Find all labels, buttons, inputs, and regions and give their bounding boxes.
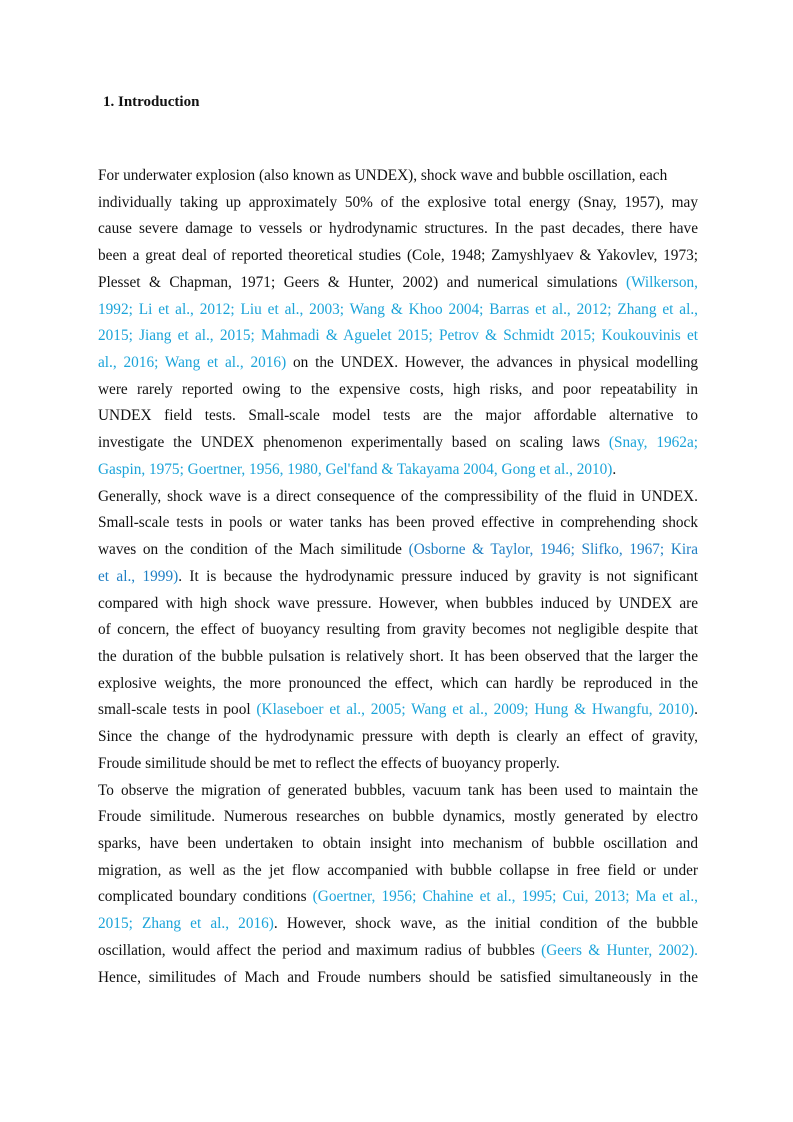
citation-link[interactable]: 2015; Zhang et al., 2016) — [98, 915, 274, 933]
text-line — [98, 297, 698, 324]
text-run: the duration of the bubble pulsation is relatively short. It has been observed that the larger the — [98, 647, 698, 665]
text-run: were rarely reported owing to the expensive costs, high risks, and poor repeatability in — [98, 380, 698, 398]
citation-link[interactable]: (Osborne & Taylor, 1946; Slifko, 1967; Kira — [408, 541, 699, 559]
text-line — [98, 751, 698, 778]
section-body — [98, 163, 698, 991]
text-line — [98, 697, 698, 724]
text-run: explosive weights, the more pronounced the effect, which can hardly be reproduced in the — [98, 674, 698, 692]
text-line — [98, 190, 698, 217]
citation-link[interactable]: (Geers & Hunter, 2002). — [541, 941, 698, 959]
text-line — [98, 403, 698, 430]
text-line — [98, 377, 698, 404]
text-line — [98, 270, 698, 297]
text-run: complicated boundary conditions — [98, 888, 313, 906]
citation-link[interactable]: 1992; Li et al., 2012; Liu et al., 2003; Wang & Khoo 2004; Barras et al., 2012; Zhang et al., — [98, 300, 698, 318]
text-run: Hence, similitudes of Mach and Froude numbers should be satisfied simultaneously in the — [98, 968, 698, 986]
citation-link[interactable]: Gaspin, 1975; Goertner, 1956, 1980, Gel'fand & Takayama 2004, Gong et al., 2010) — [98, 460, 613, 478]
text-run: . However, shock wave, as the initial condition of the bubble — [273, 915, 698, 933]
citation-link[interactable]: (Wilkerson, — [625, 273, 698, 291]
citation-link[interactable]: al., 2016; Wang et al., 2016) — [98, 354, 287, 372]
text-line — [98, 430, 698, 457]
text-line — [98, 644, 698, 671]
text-line — [98, 617, 698, 644]
text-run: To observe the migration of generated bubbles, vacuum tank has been used to maintain the — [98, 781, 698, 799]
text-line — [98, 778, 698, 805]
text-line — [98, 804, 698, 831]
citation-link[interactable]: (Snay, 1962a; — [608, 434, 698, 452]
text-line — [98, 484, 698, 511]
text-run: been a great deal of reported theoretical studies (Cole, 1948; Zamyshlyaev & Yakovlev, 1973; — [98, 247, 698, 265]
text-run: . It is because the hydrodynamic pressure induced by gravity is not significant — [178, 567, 698, 585]
text-line — [98, 671, 698, 698]
text-run: Since the change of the hydrodynamic pressure with depth is clearly an effect of gravity, — [98, 728, 698, 746]
text-run: Plesset & Chapman, 1971; Geers & Hunter, 2002) and numerical simulations — [98, 273, 626, 291]
text-run: Froude similitude. Numerous researches on bubble dynamics, mostly generated by electro — [98, 808, 698, 826]
text-run: migration, as well as the jet flow accompanied with bubble collapse in free field or under — [98, 861, 698, 879]
text-run: of concern, the effect of buoyancy resulting from gravity becomes not negligible despite that — [98, 621, 698, 639]
text-line — [98, 510, 698, 537]
text-line — [98, 564, 698, 591]
text-line — [98, 323, 698, 350]
text-run: . — [694, 701, 698, 719]
text-run: sparks, have been undertaken to obtain insight into mechanism of bubble oscillation and — [98, 834, 698, 852]
text-run: investigate the UNDEX phenomenon experimentally based on scaling laws — [98, 434, 609, 452]
text-line — [98, 163, 698, 190]
text-line — [98, 591, 698, 618]
text-line — [98, 243, 698, 270]
text-line — [98, 858, 698, 885]
text-line — [98, 965, 698, 992]
text-line — [98, 831, 698, 858]
citation-link[interactable]: 2015; Jiang et al., 2015; Mahmadi & Aguelet 2015; Petrov & Schmidt 2015; Koukouvinis et — [98, 327, 698, 345]
text-line — [98, 938, 698, 965]
text-run: UNDEX field tests. Small-scale model tests are the major affordable alternative to — [98, 407, 698, 425]
text-run: . — [612, 460, 617, 478]
citation-link[interactable]: (Goertner, 1956; Chahine et al., 1995; Cui, 2013; Ma et al., — [312, 888, 698, 906]
text-line — [98, 537, 698, 564]
text-run: Generally, shock wave is a direct consequence of the compressibility of the fluid in UNDEX. — [98, 487, 698, 505]
section-heading: 1. Introduction — [103, 94, 200, 110]
text-line — [98, 216, 698, 243]
text-line — [98, 884, 698, 911]
citation-link[interactable]: (Klaseboer et al., 2005; Wang et al., 2009; Hung & Hwangfu, 2010) — [256, 701, 695, 719]
text-run: small-scale tests in pool — [98, 701, 257, 719]
text-run: waves on the condition of the Mach similitude — [98, 541, 409, 559]
text-line — [98, 724, 698, 751]
text-run: cause severe damage to vessels or hydrodynamic structures. In the past decades, there have — [98, 220, 698, 238]
text-line — [98, 911, 698, 938]
text-run: individually taking up approximately 50% of the explosive total energy (Snay, 1957), may — [98, 193, 698, 211]
text-line — [98, 457, 698, 484]
text-run: oscillation, would affect the period and maximum radius of bubbles — [98, 941, 542, 959]
text-run: compared with high shock wave pressure. However, when bubbles induced by UNDEX are — [98, 594, 698, 612]
text-run: Froude similitude should be met to reflect the effects of buoyancy properly. — [98, 754, 560, 772]
text-line — [98, 350, 698, 377]
text-run: For underwater explosion (also known as UNDEX), shock wave and bubble oscillation, each — [98, 167, 668, 184]
citation-link[interactable]: et al., 1999) — [98, 567, 179, 585]
text-run: on the UNDEX. However, the advances in physical modelling — [286, 354, 698, 372]
text-run: Small-scale tests in pools or water tanks has been proved effective in comprehending shock — [98, 514, 698, 532]
